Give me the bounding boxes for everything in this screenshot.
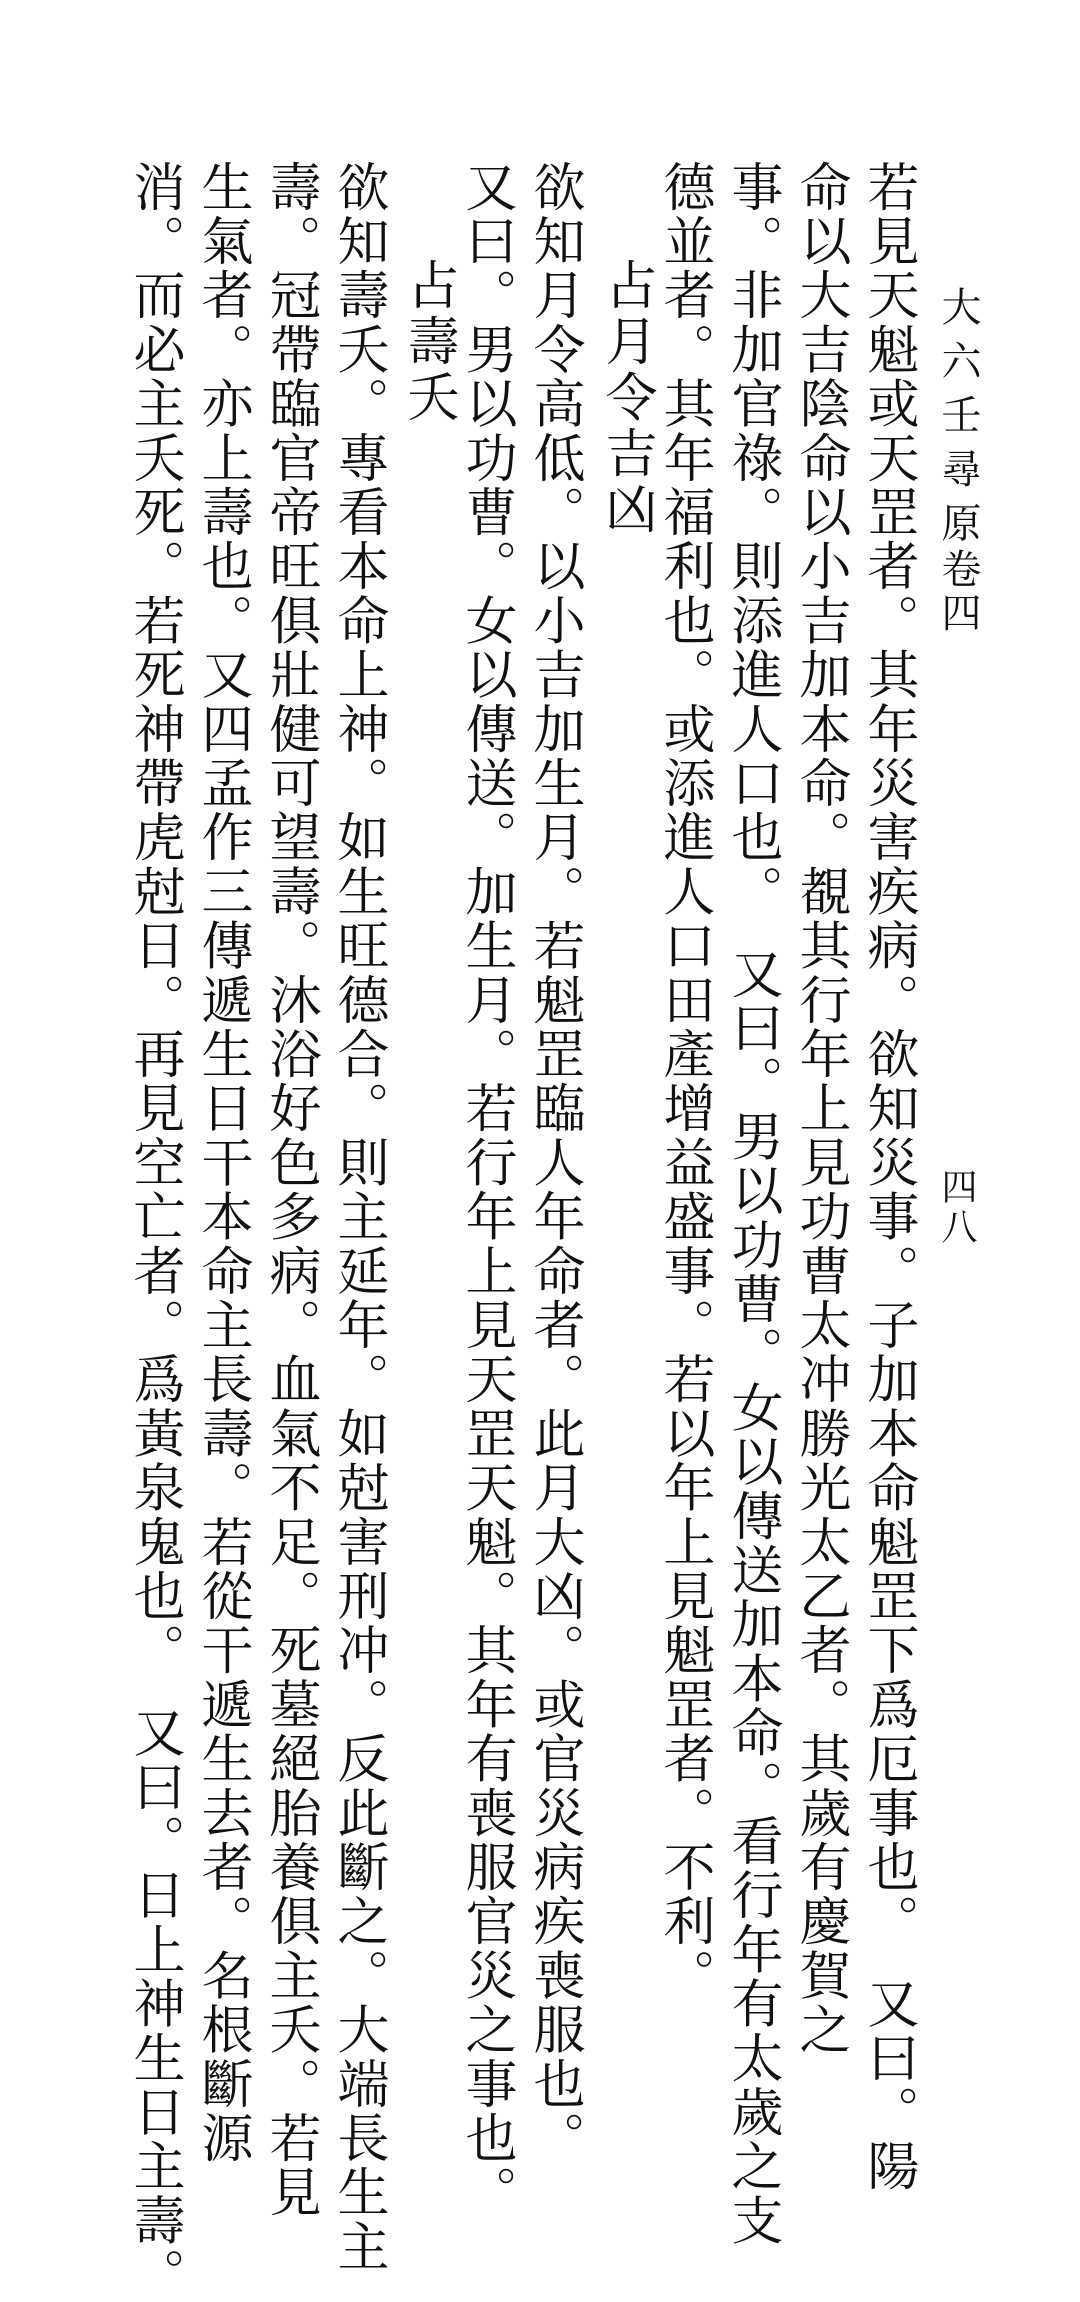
- section-heading-monthly-fortune: 占月令吉凶: [596, 258, 656, 538]
- text-column-7: 欲知壽夭。專看本命上神。如生旺德合。則主延年。如尅害刑冲。反此斷之。大端長生主: [328, 160, 388, 2274]
- text-column-6: 又曰。男以功曹。女以傳送。加生月。若行年上見天罡天魁。其年有喪服官災之事也。: [456, 160, 516, 2220]
- text-column-9: 生氣者。亦上壽也。又四孟作三傳遞生日干本命主長壽。若從干遞生去者。名根斷源: [192, 160, 252, 2166]
- text-column-2: 命以大吉陰命以小吉加本命。覩其行年上見功曹太冲勝光太乙者。其歲有慶賀之: [790, 160, 850, 2057]
- text-column-1: 若見天魁或天罡者。其年災害疾病。欲知災事。子加本命魁罡下爲厄事也。 又曰。陽: [858, 160, 918, 2194]
- text-column-10: 消。而必主夭死。若死神帶虎尅日。再見空亡者。爲黃泉鬼也。 又曰。日上神生日主壽。: [124, 160, 184, 2302]
- page-number: 四八: [936, 1168, 977, 1248]
- text-column-5: 欲知月令高低。以小吉加生月。若魁罡臨人年命者。此月大凶。或官災病疾喪服也。: [524, 160, 584, 2166]
- running-title: 大六壬尋原: [935, 286, 981, 556]
- text-column-4: 德並者。其年福利也。或添進人口田產增益盛事。若以年上見魁罡者。不利。: [654, 160, 714, 2003]
- volume-label: 卷四: [935, 548, 981, 636]
- text-column-8: 壽。冠帶臨官帝旺俱壯健可望壽。沐浴好色多病。血氣不足。死墓絕胎養俱主夭。若見: [260, 160, 320, 2220]
- section-heading-longevity: 占壽夭: [398, 258, 458, 426]
- text-column-3: 事。非加官祿。則添進人口也。 又曰。男以功曹。女以傳送加本命。看行年有太歲之支: [722, 160, 782, 2248]
